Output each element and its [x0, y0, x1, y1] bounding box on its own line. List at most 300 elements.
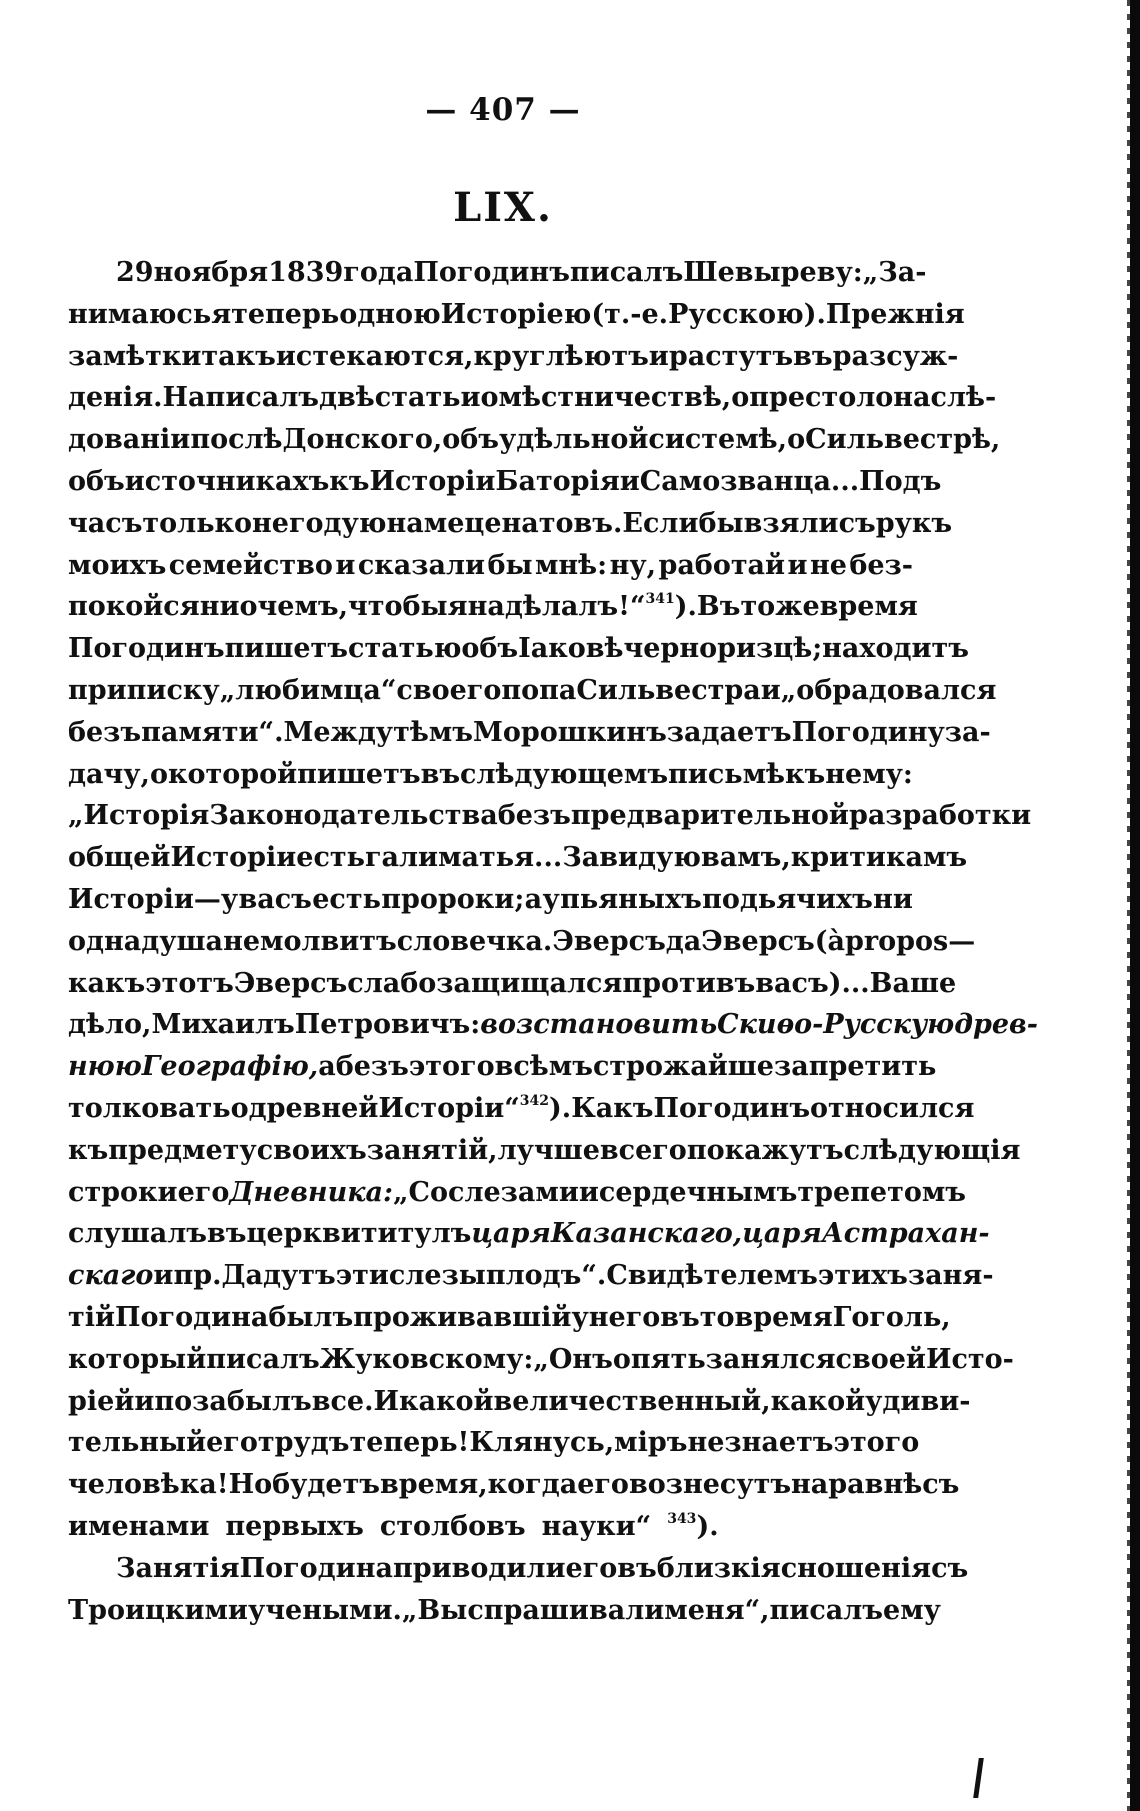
word: источникахъ [124, 465, 330, 497]
word: Гоголь, [832, 1301, 951, 1333]
word: Погодинъ [413, 257, 570, 288]
word: (т.-е. [591, 298, 669, 330]
text-line [68, 1464, 960, 1506]
word: титулъ [360, 1218, 472, 1250]
text-line [68, 628, 969, 670]
word: статьи [374, 382, 481, 414]
word: о [239, 591, 258, 623]
text-line [68, 586, 918, 628]
word: удиви- [865, 1385, 971, 1417]
word: вознесутъ [628, 1469, 792, 1501]
word: покажутъ [686, 1134, 844, 1166]
word: всѣмъ [494, 1051, 593, 1083]
word: Подъ [859, 465, 942, 497]
word: я [211, 298, 232, 330]
word: къ [785, 758, 826, 790]
word: я [447, 591, 468, 623]
word: Эверсъ [552, 925, 666, 957]
word: Донского, [282, 424, 443, 456]
word: занятій, [366, 1134, 498, 1166]
word: бы [402, 591, 448, 623]
word: не [809, 549, 847, 581]
text-line [68, 419, 1001, 461]
text-line [68, 503, 953, 545]
text-line [68, 1130, 1021, 1172]
word: о [731, 382, 750, 414]
word: Между [283, 716, 394, 748]
word: относился [810, 1092, 975, 1124]
word: слабо [347, 967, 437, 999]
word: престолонаслѣ- [749, 382, 997, 414]
word: позабылъ [154, 1385, 312, 1417]
word: только [142, 507, 253, 539]
text-line [68, 294, 965, 336]
text-line [68, 1172, 966, 1214]
word: да [665, 925, 702, 957]
word: который [68, 1343, 207, 1375]
word: васъ)... [755, 967, 870, 999]
word: „Вы [401, 1594, 468, 1626]
word: Эверсъ [701, 925, 815, 957]
word: писалъ [206, 1343, 320, 1375]
word: Скиѳо-Русскую [717, 1009, 955, 1041]
word: къ [68, 1134, 109, 1166]
word: приписку [68, 674, 220, 706]
word: нюю [68, 1051, 142, 1083]
word: системѣ, [648, 424, 788, 456]
word: безъ [335, 1051, 409, 1083]
word: не [223, 925, 261, 957]
word: Законодательства [209, 800, 498, 832]
word: семейство [168, 549, 333, 581]
word: столбовъ [379, 1510, 526, 1542]
text-line [68, 1506, 913, 1548]
word: теперь! [349, 1427, 470, 1459]
word: когда [487, 1469, 578, 1501]
word: Дадутъ [221, 1260, 336, 1292]
text-line [68, 921, 976, 963]
word: дачу, [68, 758, 150, 790]
word: растутъ [668, 340, 794, 372]
word: чемъ, [257, 591, 349, 623]
text-line [68, 879, 913, 921]
word: „Исторія [68, 800, 210, 832]
word: стекаются, [295, 340, 474, 372]
word: о [787, 424, 806, 456]
word: одна [68, 925, 142, 957]
word: него [588, 1301, 661, 1333]
word: есть [312, 883, 381, 915]
word: молвитъ [260, 925, 397, 957]
word: Погодину [791, 716, 945, 748]
word: Астрахан- [821, 1218, 990, 1250]
word: нему: [825, 758, 913, 790]
word: его [565, 1552, 618, 1584]
word: то [699, 1301, 735, 1333]
word: и [335, 549, 356, 581]
word: древней [248, 1092, 379, 1124]
word: слезами [448, 1176, 579, 1208]
word: первыхъ [225, 1510, 364, 1542]
word: одною [339, 298, 441, 330]
word: всего [599, 1134, 687, 1166]
word: а [524, 883, 543, 915]
word: „Онъ [533, 1343, 613, 1375]
word: И [373, 1385, 399, 1417]
word: сердечнымъ [598, 1176, 798, 1208]
word: года [343, 257, 414, 288]
word: время [734, 1301, 833, 1333]
word: церкви [246, 1218, 361, 1250]
word: Сильвестра [576, 674, 761, 706]
word: вамъ, [700, 842, 791, 874]
word: Михаилъ [151, 1009, 295, 1041]
word: пишетъ [297, 758, 421, 790]
word: своего [396, 674, 502, 706]
word: $^{341}$). [645, 591, 697, 623]
word: то [740, 591, 776, 623]
word: строжайше [592, 1051, 774, 1083]
word: Погодинъ [68, 633, 225, 665]
word: бы [487, 549, 533, 581]
word: противъ [622, 967, 756, 999]
word: часъ [68, 507, 143, 539]
word: ну, [609, 549, 657, 581]
word: надѣлалъ!“ [467, 591, 646, 623]
word: предмету [108, 1134, 257, 1166]
word: Троицкими [68, 1594, 248, 1626]
word: общей [68, 842, 171, 874]
word: разсуж- [832, 340, 959, 372]
text-line [68, 754, 913, 796]
word: которой [167, 758, 298, 790]
text-line [68, 461, 942, 503]
word: Морошкинъ [472, 716, 667, 748]
word: съ [838, 507, 876, 539]
word: статью [348, 633, 462, 665]
text-line [68, 1339, 1014, 1381]
word: и [275, 340, 296, 372]
text-line [68, 1422, 920, 1464]
word: Петровичъ: [294, 1009, 481, 1041]
word: черноризцѣ; [623, 633, 823, 665]
word: слѣдующемъ [460, 758, 669, 790]
word: покойся [68, 591, 200, 623]
word: о [480, 382, 499, 414]
word: наравнѣ [791, 1469, 923, 1501]
word: какой [399, 1385, 494, 1417]
word: у [571, 1301, 589, 1333]
word: и [648, 340, 669, 372]
word: мнѣ: [534, 549, 608, 581]
word: Исторіи—у [68, 883, 239, 915]
word: попа [501, 674, 577, 706]
word: Занятія [116, 1552, 240, 1584]
word: Какъ [571, 1092, 654, 1124]
text-line [68, 1548, 969, 1590]
word: занялся [705, 1343, 836, 1375]
word: Свидѣтелемъ [606, 1260, 818, 1292]
word: Написалъ [162, 382, 320, 414]
chapter-title: LIX. [453, 184, 553, 231]
word: Исторіи [369, 465, 496, 497]
word: тельный [68, 1427, 207, 1459]
word: Но [228, 1469, 273, 1501]
word: время, [380, 1469, 488, 1501]
word: меня“, [664, 1594, 770, 1626]
word: опять [612, 1343, 706, 1375]
text-line [68, 377, 997, 419]
word: проживавшій [353, 1301, 572, 1333]
word: двѣ [319, 382, 375, 414]
word: писалъ [769, 1594, 884, 1626]
word: его [177, 1176, 230, 1208]
text-line [68, 963, 957, 1005]
word: а [318, 1051, 336, 1083]
word: запретить [773, 1051, 937, 1083]
word: Жуковскому: [319, 1343, 534, 1375]
word: былъ [268, 1301, 354, 1333]
word: Исторіею [440, 298, 592, 330]
text-line [68, 1590, 941, 1632]
text-line [68, 795, 1032, 837]
word: Клянусь, [469, 1427, 615, 1459]
word: (à [814, 925, 846, 957]
word: Сильвестрѣ, [805, 424, 1001, 456]
page-edge [1130, 0, 1140, 1811]
word: „За- [862, 257, 927, 288]
word: Прежнія [825, 298, 965, 330]
word: Эверсъ [233, 967, 348, 999]
word: міръ [614, 1427, 688, 1459]
word: сказали [357, 549, 486, 581]
word: слѣдующія [843, 1134, 1021, 1166]
word: письмѣ [668, 758, 786, 790]
word: приводили [392, 1552, 566, 1584]
word: пророки; [381, 883, 525, 915]
word: Шевыреву: [683, 257, 863, 288]
word: подьячихъ [702, 883, 873, 915]
word: знаетъ [724, 1427, 834, 1459]
word: этого [833, 1427, 920, 1459]
word: без- [849, 549, 913, 581]
text-line [68, 1297, 951, 1339]
word: своихъ [256, 1134, 367, 1166]
text-line [68, 545, 913, 587]
word: критикамъ [790, 842, 968, 874]
word: этотъ [145, 967, 234, 999]
word: ріей [68, 1385, 135, 1417]
word: въ [793, 340, 833, 372]
word: нимаюсь [68, 298, 212, 330]
word: о [230, 1092, 249, 1124]
word: что [348, 591, 403, 623]
word: есть [296, 842, 365, 874]
text-line [68, 670, 997, 712]
word: у [542, 883, 560, 915]
word: „любимца“ [219, 674, 397, 706]
text-line [68, 1088, 975, 1130]
word: за- [944, 716, 991, 748]
word: этого [408, 1051, 495, 1083]
word: этихъ [817, 1260, 908, 1292]
word: своей [835, 1343, 926, 1375]
text-line [68, 1046, 937, 1088]
word: Погодинъ [653, 1092, 811, 1124]
word: 29 [116, 257, 154, 288]
word: дѣло, [68, 1009, 152, 1041]
word: „Со [392, 1176, 449, 1208]
word: пьяныхъ [560, 883, 702, 915]
word: безъ [497, 800, 571, 832]
text-line [68, 1255, 994, 1297]
word: науки“ [541, 1510, 652, 1542]
word: „обрадовался [780, 674, 997, 706]
word: на [386, 507, 424, 539]
word: трудъ [257, 1427, 350, 1459]
word: строки [68, 1176, 178, 1208]
word: его [577, 1469, 629, 1501]
word: именами [68, 1510, 210, 1542]
word: въ [617, 1552, 657, 1584]
word: моихъ [68, 549, 167, 581]
word: защищался [436, 967, 623, 999]
word: теперь [231, 298, 340, 330]
word: близкія [656, 1552, 781, 1584]
page-number: — 407 — [425, 92, 581, 128]
body-text [68, 252, 1038, 1631]
text-line [68, 336, 959, 378]
word: разработки [848, 800, 1032, 832]
word: предварительной [570, 800, 849, 832]
word: ноября [153, 257, 269, 288]
word: объ [461, 633, 519, 665]
word: царя [742, 1218, 822, 1250]
word: Ваше [869, 967, 957, 999]
word: Географію, [141, 1051, 319, 1083]
word: такъ [201, 340, 276, 372]
word: дованіи [68, 424, 191, 456]
word: мѣстничествѣ, [498, 382, 732, 414]
word: возстановить [480, 1009, 718, 1041]
word: Баторія [495, 465, 620, 497]
text-line [68, 1381, 971, 1423]
word: величественный, [493, 1385, 771, 1417]
word: заня- [907, 1260, 994, 1292]
word: работай [658, 549, 786, 581]
word: $^{342}$). [519, 1092, 572, 1124]
word: въ [207, 1218, 247, 1250]
word: Въ [696, 591, 741, 623]
word: и [760, 674, 781, 706]
word: замѣтки [68, 340, 202, 372]
word: задаетъ [666, 716, 792, 748]
word: лучше [497, 1134, 600, 1166]
word: его [206, 1427, 258, 1459]
word: безъ [68, 716, 142, 748]
word: въ [420, 758, 461, 790]
word: Завидую [562, 842, 701, 874]
word: рукъ [875, 507, 953, 539]
word: взяли [743, 507, 839, 539]
word: древ- [954, 1009, 1038, 1041]
word: словечка. [396, 925, 553, 957]
word: и [619, 465, 640, 497]
word: Исто- [925, 1343, 1014, 1375]
text-line [68, 252, 927, 294]
word: Исторіи“ [378, 1092, 520, 1124]
word: слушалъ [68, 1218, 208, 1250]
word: Еслибы [622, 507, 744, 539]
text-line [68, 1004, 1038, 1046]
word: тѣмъ [393, 716, 473, 748]
word: Самозванца... [639, 465, 860, 497]
word: учеными. [247, 1594, 402, 1626]
word: Русскою). [668, 298, 826, 330]
word: съ [931, 1552, 969, 1584]
text-line [68, 712, 991, 754]
word: ему [883, 1594, 941, 1626]
word: $^{343}$). [667, 1510, 719, 1542]
word: въ [660, 1301, 700, 1333]
word: propos— [845, 925, 976, 957]
word: Погодина [115, 1301, 269, 1333]
word: Дневника: [229, 1176, 393, 1208]
word: спрашивали [467, 1594, 665, 1626]
word: пишетъ [224, 633, 348, 665]
word: васъ [238, 883, 312, 915]
word: не [687, 1427, 725, 1459]
word: послѣ [190, 424, 283, 456]
word: денія. [68, 382, 163, 414]
word: толковать [68, 1092, 231, 1124]
word: Іаковѣ [518, 633, 624, 665]
word: памяти“. [141, 716, 284, 748]
word: съ [922, 1469, 960, 1501]
word: и [153, 1260, 174, 1292]
word: душа [141, 925, 224, 957]
word: человѣка! [68, 1469, 229, 1501]
word: круглѣютъ [473, 340, 649, 372]
word: и [787, 549, 808, 581]
text-line [68, 1213, 990, 1255]
word: ни [199, 591, 240, 623]
word: о [149, 758, 168, 790]
word: эти [335, 1260, 389, 1292]
word: находитъ [822, 633, 969, 665]
word: ни [873, 883, 913, 915]
word: и [578, 1176, 599, 1208]
word: царя [471, 1218, 551, 1250]
word: Погодина [239, 1552, 393, 1584]
word: негодую [252, 507, 387, 539]
word: Исторіи [170, 842, 297, 874]
word: писалъ [569, 257, 684, 288]
word: Казанскаго, [550, 1218, 743, 1250]
word: къ [329, 465, 370, 497]
word: меценатовъ. [423, 507, 623, 539]
word: объ [442, 424, 499, 456]
text-line [68, 837, 968, 879]
word: какъ [68, 967, 146, 999]
word: 1839 [268, 257, 344, 288]
word: какой [770, 1385, 866, 1417]
word: трепетомъ [797, 1176, 966, 1208]
word: удѣльной [498, 424, 649, 456]
word: слезы [388, 1260, 486, 1292]
word: время [819, 591, 918, 623]
word: будетъ [272, 1469, 381, 1501]
